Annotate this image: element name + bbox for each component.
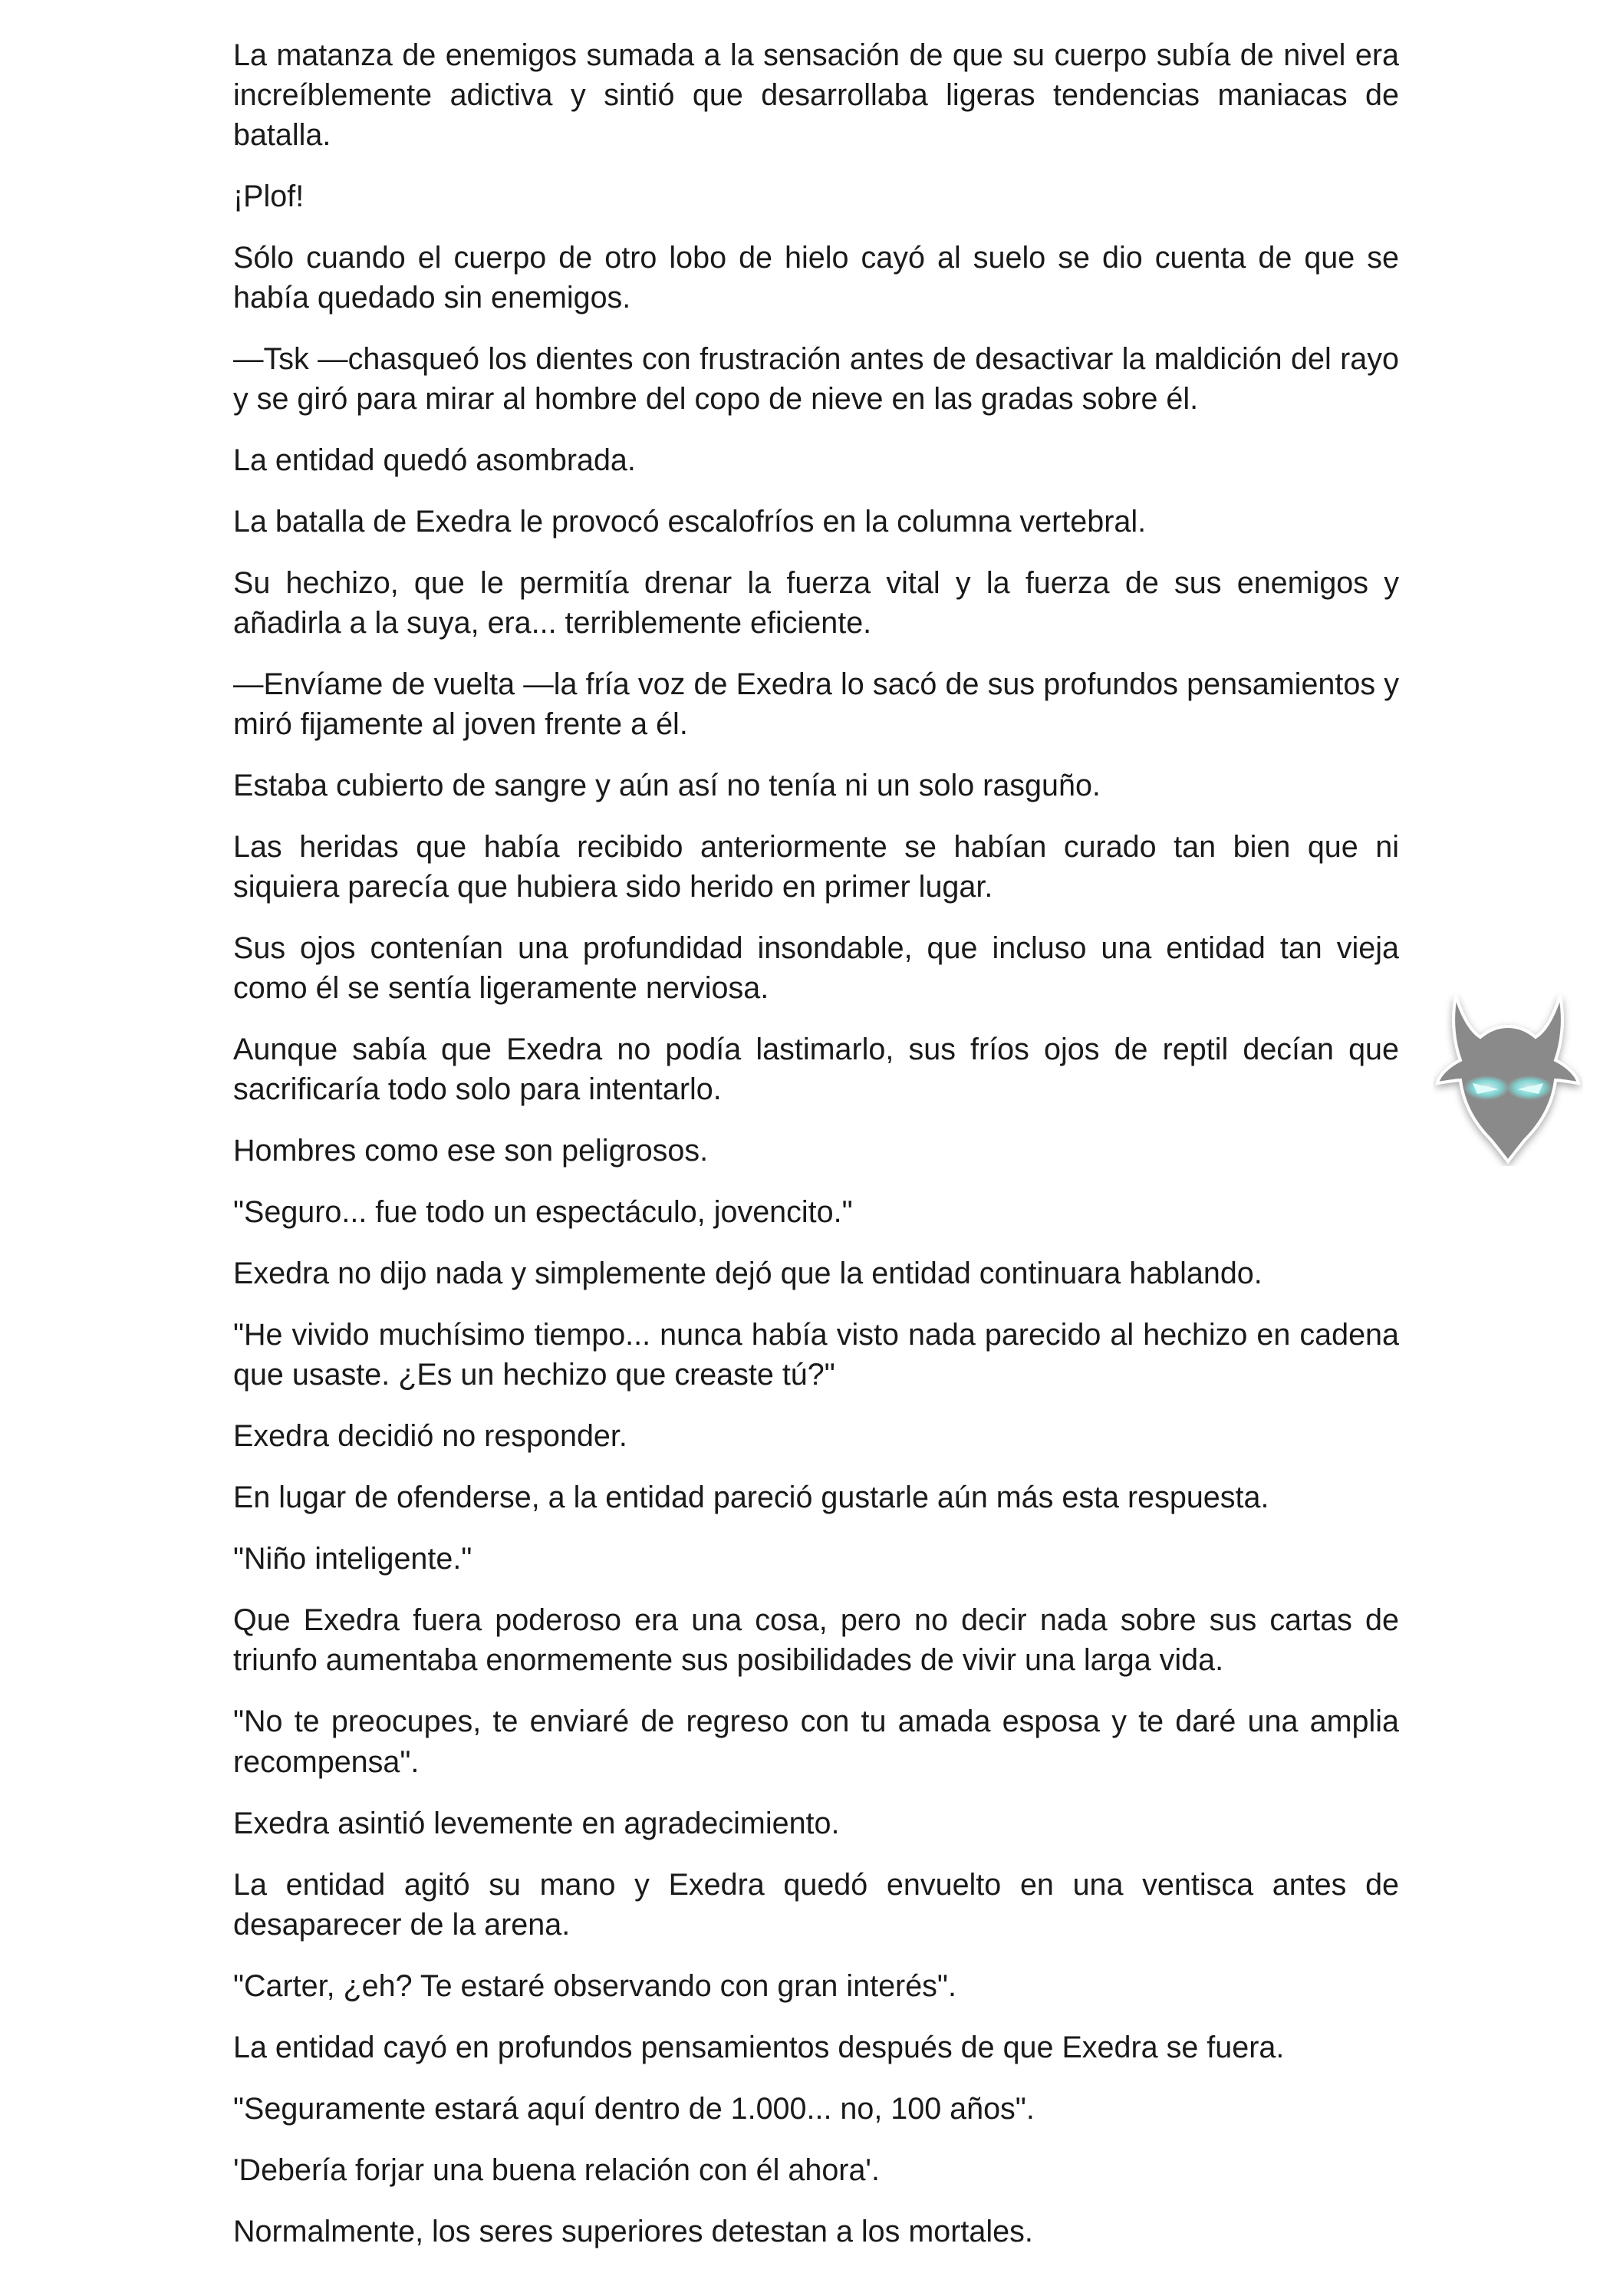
paragraph: En lugar de ofenderse, a la entidad pareció gustarle aún más esta respuesta. (233, 1481, 1269, 1515)
paragraph: "He vivido muchísimo tiempo... nunca había visto nada parecido al hechizo en cadena que usaste. ¿Es un hechizo que creaste tú?" (233, 1318, 1399, 1392)
paragraph: Exedra no dijo nada y simplemente dejó que la entidad continuara hablando. (233, 1257, 1263, 1291)
demon-head-icon (1433, 990, 1583, 1166)
paragraph: Normalmente, los seres superiores detestan a los mortales. (233, 2214, 1033, 2248)
paragraph: Sus ojos contenían una profundidad insondable, que incluso una entidad tan vieja como él se sentía ligeramente nerviosa. (233, 931, 1399, 1006)
paragraph: Las heridas que había recibido anteriormente se habían curado tan bien que ni siquiera parecía que hubiera sido herido en primer lugar. (233, 830, 1399, 904)
paragraph: "Niño inteligente." (233, 1542, 472, 1576)
paragraph: Sólo cuando el cuerpo de otro lobo de hielo cayó al suelo se dio cuenta de que se había quedado sin enemigos. (233, 241, 1399, 315)
paragraph: Hombres como ese son peligrosos. (233, 1134, 709, 1168)
paragraph: Estaba cubierto de sangre y aún así no tenía ni un solo rasguño. (233, 769, 1101, 803)
paragraph: La matanza de enemigos sumada a la sensación de que su cuerpo subía de nivel era increíblemente adictiva y sintió que desarrollaba ligeras tendencias maniacas de batalla. (233, 38, 1399, 153)
paragraph: "Carter, ¿eh? Te estaré observando con gran interés". (233, 1968, 956, 2003)
paragraph: Su hechizo, que le permitía drenar la fuerza vital y la fuerza de sus enemigos y añadirla a la suya, era... terriblemente eficiente. (233, 566, 1399, 641)
paragraph: Que Exedra fuera poderoso era una cosa, pero no decir nada sobre sus cartas de triunfo aumentaba enormemente sus posibilidades de vivir una larga vida. (233, 1603, 1399, 1678)
paragraph: —Tsk —chasqueó los dientes con frustración antes de desactivar la maldición del rayo y se giró para mirar al hombre del copo de nieve en las gradas sobre él. (233, 342, 1399, 417)
paragraph: ¡Plof! (233, 180, 305, 214)
paragraph: La entidad cayó en profundos pensamientos después de que Exedra se fuera. (233, 2030, 1285, 2064)
paragraph: "Seguramente estará aquí dentro de 1.000... no, 100 años". (233, 2091, 1035, 2126)
paragraph: 'Debería forjar una buena relación con él ahora'. (233, 2153, 880, 2187)
paragraph: "Seguro... fue todo un espectáculo, jovencito." (233, 1195, 853, 1230)
paragraph: —Envíame de vuelta —la fría voz de Exedra lo sacó de sus profundos pensamientos y miró fijamente al joven frente a él. (233, 667, 1399, 742)
paragraph: La entidad quedó asombrada. (233, 443, 636, 478)
paragraph: La batalla de Exedra le provocó escalofríos en la columna vertebral. (233, 505, 1147, 539)
paragraph: La entidad agitó su mano y Exedra quedó envuelto en una ventisca antes de desaparecer de la arena. (233, 1867, 1399, 1942)
paragraph: Exedra asintió levemente en agradecimiento. (233, 1806, 840, 1840)
paragraph: Exedra decidió no responder. (233, 1419, 627, 1454)
document-body (233, 35, 1399, 2273)
paragraph: "No te preocupes, te enviaré de regreso con tu amada esposa y te daré una amplia recompensa". (233, 1705, 1399, 1779)
paragraph: Aunque sabía que Exedra no podía lastimarlo, sus fríos ojos de reptil decían que sacrificaría todo solo para intentarlo. (233, 1033, 1399, 1107)
